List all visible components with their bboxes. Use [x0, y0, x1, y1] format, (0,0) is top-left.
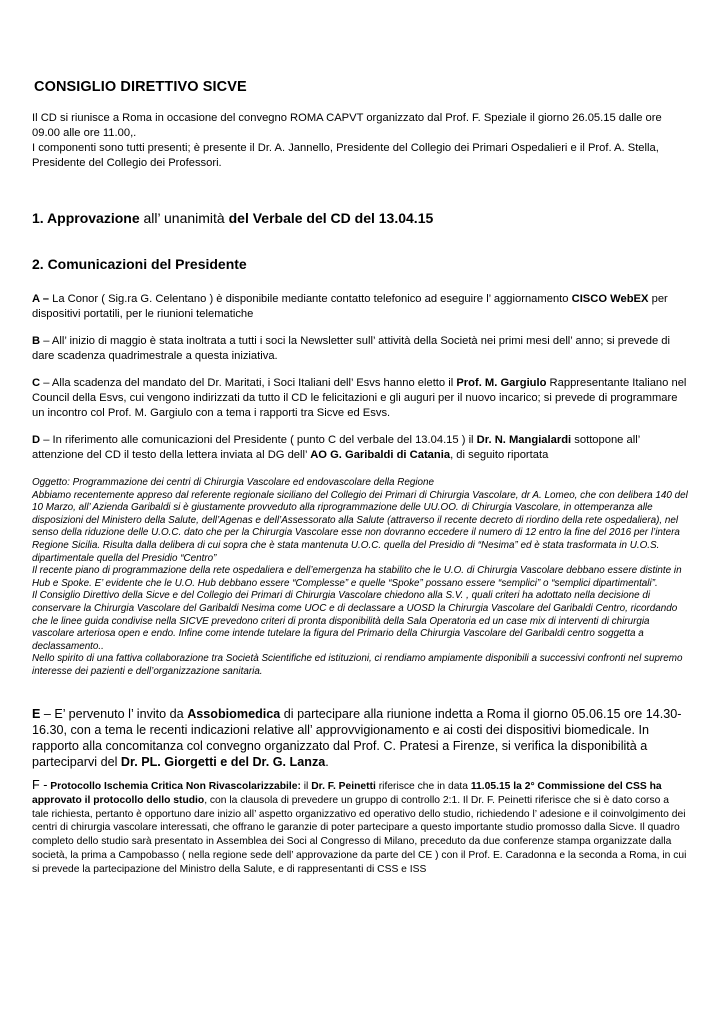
item-a-text-1: La Conor ( Sig.ra G. Celentano ) è disponibile mediante contatto telefonico ad eseguire l’ aggiornamento — [49, 293, 572, 305]
item-d-text-2: sottopone all’ attenzione del CD il testo della lettera inviata al DG dell’ — [32, 434, 640, 461]
item-d-paragraph — [32, 433, 688, 463]
item-d-text-1: – In riferimento alle comunicazioni del Presidente ( punto C del verbale del 13.04.15 ) il — [40, 434, 477, 446]
item-a-text-2: per dispositivi portatili, per le riunioni telematiche — [32, 293, 668, 320]
intro-line-1: Il CD si riunisce a Roma in occasione del convegno ROMA CAPVT organizzato dal Prof. F. Speziale il giorno 26.05.15 dalle ore 09.00 alle ore 11.00,. — [32, 112, 662, 139]
item-c-bold: Prof. M. Gargiulo — [456, 377, 547, 389]
quoted-letter-paragraph-4: Nello spirito di una fattiva collaborazione tra Società Scientifiche ed istituzioni, ci rendiamo ampiamente disponibili a successivi confronti nel supremo interesse dei pazienti e dell’organizzazione sanitaria. — [32, 653, 683, 677]
quoted-letter-paragraph-2: Il recente piano di programmazione della rete ospedaliera e dell’emergenza ha stabilito che le U.O. di Chirurgia Vascolare debbano essere distinte in Hub e Spoke. E’ evidente che le U.O. Hub debbano essere “Complesse” e quelle “Spoke” possano essere “semplici” o “semplici dipartimentali”. — [32, 565, 682, 589]
quoted-letter-paragraph-1: Abbiamo recentemente appreso dal referente regionale siciliano del Collegio dei Primari di Chirurgia Vascolare, dr A. Lomeo, che con delibera 140 del 10 Marzo, all’ Azienda Garibaldi si è giustamente provveduto alla riprogrammazione delle UU.OO. di Chirurgia Vascolare, in ottemperanza alle disposizioni del Ministero della Salute, dell’Agenas e dell’Assessorato alla Salute (attraverso il recente decreto di riordino della rete ospedaliera), nel senso della riduzione delle U.O.C. dato che per la Chirurgia Vascolare esse non dovranno eccedere il numero di 12 entro la fine del 2016 per l’intera Regione Sicilia. Risulta dalla delibera di cui sopra che è stata mantenuta U.O.C. quella del Presidio di “Nesima” ed è stata trasformata in U.O.S. dipartimentale quella del Presidio “Centro” — [32, 489, 688, 564]
item-e-bold-1: Assobiomedica — [187, 707, 281, 721]
item-c-text-1: – Alla scadenza del mandato del Dr. Maritati, i Soci Italiani dell’ Esvs hanno eletto il — [40, 377, 457, 389]
item-a-paragraph — [32, 292, 688, 322]
section-1-heading — [32, 210, 433, 226]
item-b-letter: B — [32, 335, 41, 347]
item-d-bold-1: Dr. N. Mangialardi — [476, 434, 572, 446]
section-1-number-title: 1. Approvazione — [32, 210, 140, 226]
item-e-text-1: – E’ pervenuto l’ invito da — [40, 707, 188, 721]
item-f-bold-1: Protocollo Ischemia Critica Non Rivascolarizzabile: — [47, 781, 301, 792]
item-f-bold-2: Dr. F. Peinetti — [311, 781, 376, 792]
section-1-bold-end: del Verbale del CD del 13.04.15 — [228, 210, 434, 226]
item-b-paragraph — [32, 334, 688, 364]
quoted-letter — [32, 477, 688, 679]
item-f-text-1: il — [300, 781, 312, 792]
item-f-letter: F - — [32, 778, 48, 792]
item-f-text-2: riferisce che in data — [375, 781, 471, 792]
intro-paragraph — [32, 111, 688, 171]
item-c-letter: C — [32, 377, 41, 389]
item-e-bold-2: Dr. PL. Giorgetti e del Dr. G. Lanza — [120, 755, 326, 769]
item-c-text-2: Rappresentante Italiano nel Council della Esvs, cui vengono indirizzati da tutto il CD le felicitazioni e gli auguri per il nuovo incarico; si prevede di programmare un incontro col Prof. M. Gargiulo con a tema i rapporti tra Sicve ed Esvs. — [32, 377, 687, 419]
item-e-text-3: . — [325, 755, 329, 769]
item-c-paragraph — [32, 376, 688, 421]
item-a-letter: A – — [32, 293, 49, 305]
document-title: CONSIGLIO DIRETTIVO SICVE — [34, 79, 247, 95]
item-e-text-2: di partecipare alla riunione indetta a Roma il giorno 05.06.15 ore 14.30-16.30, con a tema le recenti indicazioni relative all’ approvvigionamento e ai costi dei dispositivi biomedicale. In rapporto alla concomitanza col convegno organizzato dal Prof. C. Pratesi a Firenze, si verifica la disponibilità a parteciparvi del — [32, 707, 682, 769]
item-f-bold-3: 11.05.15 la 2° Commissione del CSS ha approvato il protocollo dello studio — [32, 781, 662, 806]
intro-line-2: I componenti sono tutti presenti; è presente il Dr. A. Jannello, Presidente del Collegio dei Primari Ospedalieri e il Prof. A. Stella, Presidente del Collegio dei Professori. — [32, 142, 659, 169]
item-f-text-3: , con la clausola di prevedere un gruppo di controllo 2:1. Il Dr. F. Peinetti riferisce che si è dato corso a tale richiesta, pertanto è opportuno dare inizio all’ aspetto organizzativo ed operativo dello studio, richiedendo l’ adesione e il coinvolgimento dei centri di chirurgia vascolare interessati, che offrano le garanzie di poter partecipare a questo importante studio promosso dalla Sicve. Il quadro completo dello studio sarà presentato in Assemblea dei Soci al Congresso di Milano, preceduto da due conferenze stampa organizzate dalla società, la prima a Campobasso ( nella regione sede dell’ approvazione da parte del CE ) con il Prof. E. Caradonna e la seconda a Roma, in cui si prevede la partecipazione del Ministro della Salute, e di rappresentanti di CSS e ISS — [32, 794, 687, 875]
item-d-bold-2: AO G. Garibaldi di Catania — [310, 449, 451, 461]
item-e-paragraph — [32, 706, 688, 770]
section-1-mid: all’ unanimità — [139, 210, 229, 226]
item-b-text: – All’ inizio di maggio è stata inoltrata a tutti i soci la Newsletter sull’ attività della Società nei primi mesi dell’ anno; si prevede di dare scadenza quadrimestrale a questa iniziativa. — [32, 335, 671, 362]
section-2-heading: 2. Comunicazioni del Presidente — [32, 256, 247, 272]
quoted-letter-subject: Oggetto: Programmazione dei centri di Chirurgia Vascolare ed endovascolare della Regione — [32, 477, 434, 488]
item-d-text-3: , di seguito riportata — [450, 449, 549, 461]
quoted-letter-paragraph-3: Il Consiglio Direttivo della Sicve e del Collegio dei Primari di Chirurgia Vascolare chiedono alla S.V. , quali criteri ha adottato nella decisione di conservare la Chirurgia Vascolare del Garibaldi Nesima come UOC e di declassare a UOSD la Chirurgia Vascolare del Garibaldi Centro, ricordando che le linee guida condivise nella SICVE prevedono criteri di pronta disponibilità della Sala Operatoria ed un case mix di interventi di chirurgia vascolare arteriosa open e endo. Infine come intende tutelare la figura del Primario della Chirurgia Vascolare del Garibaldi centro soggetta a declassamento.. — [32, 590, 678, 652]
item-e-letter: E — [32, 707, 41, 721]
item-d-letter: D — [32, 434, 41, 446]
item-a-bold: CISCO WebEX — [571, 293, 649, 305]
item-f-paragraph — [32, 779, 688, 877]
